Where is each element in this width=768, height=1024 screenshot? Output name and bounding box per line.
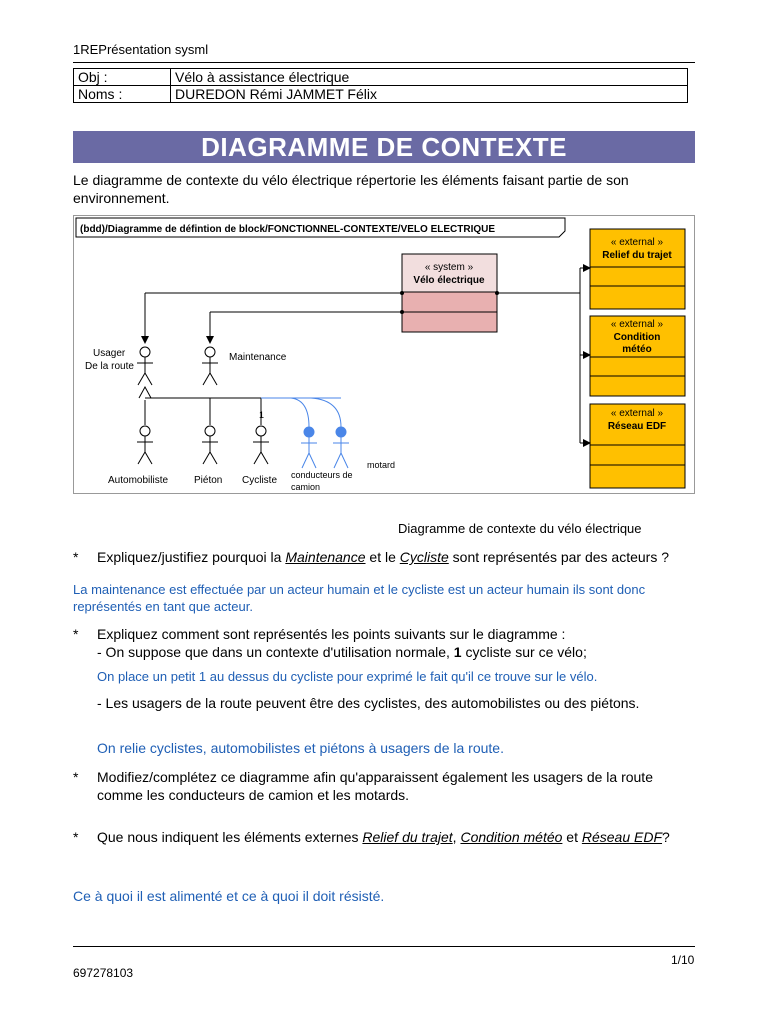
- question-text: ?: [662, 829, 670, 845]
- page-number: 1/10: [671, 953, 695, 967]
- table-row: [74, 86, 688, 103]
- intro-paragraph: Le diagramme de contexte du vélo électrique répertorie les éléments faisant partie de son environnement.: [73, 172, 629, 206]
- document-id: 697278103: [73, 966, 134, 980]
- question-4: [73, 828, 698, 864]
- bullet-star: *: [73, 829, 79, 845]
- actor-label-pieton: Piéton: [194, 475, 223, 486]
- question-2: [73, 625, 698, 661]
- question-emphasis: Relief du trajet: [362, 829, 453, 845]
- header-divider: [73, 62, 695, 63]
- external-name: Réseau EDF: [607, 421, 667, 432]
- external-block-relief: [590, 229, 685, 309]
- question-text: cycliste sur ce vélo;: [461, 644, 587, 660]
- actor-label-usager-2: De la route: [85, 361, 134, 372]
- question-text: sont représentés par des acteurs ?: [448, 549, 670, 565]
- system-stereotype: « system »: [424, 262, 474, 273]
- question-emphasis: Cycliste: [399, 549, 449, 565]
- actor-label-conducteurs: conducteurs de: [291, 470, 353, 480]
- external-block-meteo: [590, 316, 685, 396]
- table-row: [74, 69, 688, 86]
- question-emphasis: Réseau EDF: [581, 829, 663, 845]
- section-banner: DIAGRAMME DE CONTEXTE: [73, 131, 695, 163]
- question-text: ,: [452, 829, 461, 845]
- actor-label-motard: motard: [367, 460, 396, 470]
- junction-dot: [495, 291, 499, 295]
- question-text: et: [562, 829, 582, 845]
- answer-2b: On relie cyclistes, automobilistes et piétons à usagers de la route.: [97, 740, 504, 756]
- question-text: - On suppose que dans un contexte d'utilisation normale,: [97, 644, 454, 660]
- diagram-caption: Diagramme de contexte du vélo électrique: [398, 521, 642, 536]
- question-emphasis: Condition météo: [460, 829, 563, 845]
- question-emphasis: Maintenance: [285, 549, 366, 565]
- external-name-2: météo: [622, 344, 652, 355]
- question-text: Modifiez/complétez ce diagramme afin qu'apparaissent également les usagers de la route comme les conducteurs de camion et les motards.: [97, 769, 653, 803]
- bullet-star: *: [73, 549, 79, 565]
- external-stereotype: « external »: [610, 237, 664, 248]
- footer-divider: [73, 946, 695, 947]
- question-text: et le: [365, 549, 400, 565]
- question-bold: 1: [453, 644, 462, 660]
- question-3: [73, 768, 698, 804]
- answer-2a: On place un petit 1 au dessus du cycliste pour exprimé le fait qu'il ce trouve sur le vélo.: [97, 669, 598, 684]
- external-block-edf: [590, 404, 685, 488]
- info-key-noms: Noms :: [74, 86, 171, 103]
- multiplicity-label: 1: [259, 410, 265, 420]
- external-name: Relief du trajet: [602, 250, 672, 261]
- info-key-obj: Obj :: [74, 69, 171, 86]
- external-stereotype: « external »: [610, 319, 664, 330]
- system-header: [402, 254, 497, 292]
- question-text: Que nous indiquent les éléments externes: [97, 829, 363, 845]
- info-value-obj: Vélo à assistance électrique: [171, 69, 688, 86]
- external-stereotype: « external »: [610, 408, 664, 419]
- actor-label-automobiliste: Automobiliste: [108, 475, 169, 486]
- question-text: Expliquez/justifiez pourquoi la: [97, 549, 286, 565]
- bullet-star: *: [73, 626, 79, 642]
- system-name: Vélo électrique: [413, 275, 485, 286]
- external-name: Condition: [613, 332, 661, 343]
- actor-label-cycliste: Cycliste: [242, 475, 278, 486]
- question-2-line3: - Les usagers de la route peuvent être des cyclistes, des automobilistes ou des piétons.: [97, 695, 640, 711]
- context-diagram: [73, 215, 695, 494]
- actor-label-maintenance: Maintenance: [229, 352, 287, 363]
- actor-label-usager: Usager: [93, 348, 126, 359]
- info-table: [73, 68, 688, 103]
- frame-title: (bdd)/Diagramme de défintion de block/FONCTIONNEL-CONTEXTE/VELO ELECTRIQUE: [80, 224, 496, 235]
- answer-4: Ce à quoi il est alimenté et ce à quoi il doit résisté.: [73, 888, 385, 904]
- info-value-noms: DUREDON Rémi JAMMET Félix: [171, 86, 688, 103]
- bullet-star: *: [73, 769, 79, 785]
- actor-label-conducteurs-2: camion: [291, 482, 321, 492]
- answer-1: La maintenance est effectuée par un acteur humain et le cycliste est un acteur humain ils sont donc représentés en tant que acteur.: [73, 582, 646, 614]
- question-text: Expliquez comment sont représentés les points suivants sur le diagramme :: [97, 626, 566, 642]
- question-1: [73, 548, 698, 584]
- document-header-title: 1REPrésentation sysml: [73, 42, 209, 57]
